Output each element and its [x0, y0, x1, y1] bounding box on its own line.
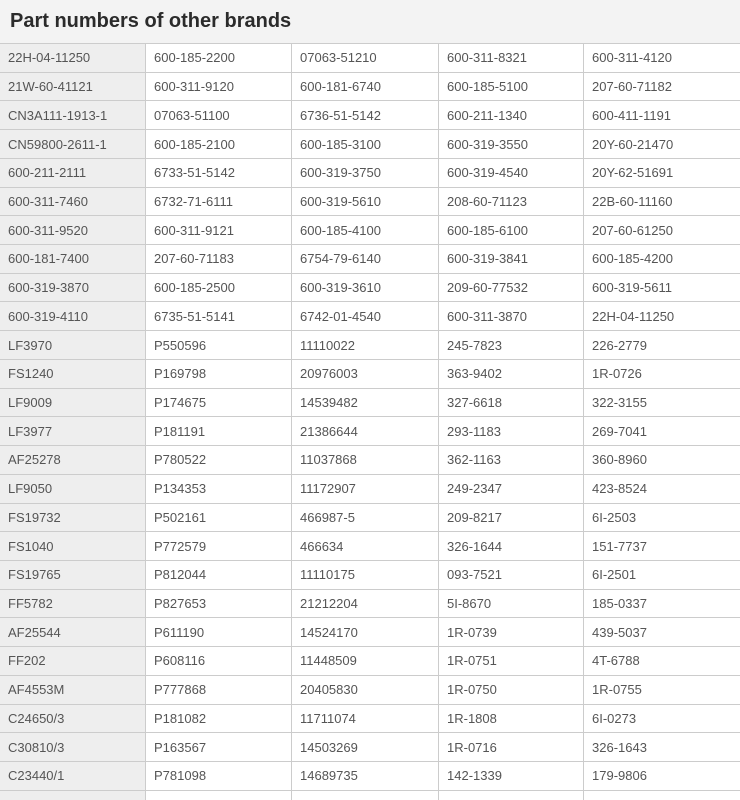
- row-header-cell: 600-311-9520: [0, 216, 146, 245]
- row-header-cell: AF25278: [0, 446, 146, 475]
- part-number-cell: 6733-51-5142: [146, 158, 292, 187]
- part-number-cell: 600-319-3841: [439, 245, 584, 274]
- part-number-cell: 249-2347: [439, 474, 584, 503]
- row-header-cell: FS1240: [0, 359, 146, 388]
- part-number-cell: 6754-79-6140: [292, 245, 439, 274]
- part-number-cell: P174675: [146, 388, 292, 417]
- part-number-cell: 14689735: [292, 761, 439, 790]
- part-number-cell: 14503269: [292, 733, 439, 762]
- table-row: [0, 503, 740, 532]
- row-header-cell: C30810/3: [0, 733, 146, 762]
- part-number-cell: [439, 790, 584, 800]
- part-number-cell: 6I-2503: [584, 503, 740, 532]
- table-row: [0, 44, 740, 73]
- part-number-cell: 207-60-61250: [584, 216, 740, 245]
- row-header-cell: FF5782: [0, 589, 146, 618]
- part-number-cell: 326-1644: [439, 532, 584, 561]
- row-header-cell: CN3A111-1913-1: [0, 101, 146, 130]
- part-number-cell: 600-185-6100: [439, 216, 584, 245]
- table-row: [0, 532, 740, 561]
- row-header-cell: AF25544: [0, 618, 146, 647]
- part-number-cell: 1R-0750: [439, 675, 584, 704]
- part-number-cell: [146, 790, 292, 800]
- part-number-cell: 600-319-3550: [439, 130, 584, 159]
- part-number-cell: 6I-0273: [584, 704, 740, 733]
- part-number-cell: 600-319-5610: [292, 187, 439, 216]
- part-number-cell: 21212204: [292, 589, 439, 618]
- part-number-cell: 600-411-1191: [584, 101, 740, 130]
- part-number-cell: P780522: [146, 446, 292, 475]
- table-row: [0, 446, 740, 475]
- row-header-cell: 600-181-7400: [0, 245, 146, 274]
- part-number-cell: 093-7521: [439, 560, 584, 589]
- part-number-cell: 1R-0716: [439, 733, 584, 762]
- part-number-cell: 1R-0726: [584, 359, 740, 388]
- table-row: [0, 101, 740, 130]
- part-number-cell: 20Y-60-21470: [584, 130, 740, 159]
- part-number-cell: P827653: [146, 589, 292, 618]
- table-row: [0, 618, 740, 647]
- part-number-cell: 14539482: [292, 388, 439, 417]
- row-header-cell: 600-319-4110: [0, 302, 146, 331]
- part-number-cell: [584, 790, 740, 800]
- part-number-cell: 269-7041: [584, 417, 740, 446]
- part-number-cell: 322-3155: [584, 388, 740, 417]
- part-number-cell: 600-311-4120: [584, 44, 740, 73]
- part-number-cell: 600-319-4540: [439, 158, 584, 187]
- row-header-cell: FS19732: [0, 503, 146, 532]
- part-number-cell: 423-8524: [584, 474, 740, 503]
- part-number-cell: 362-1163: [439, 446, 584, 475]
- row-header-cell: LF9050: [0, 474, 146, 503]
- part-number-cell: 600-185-2500: [146, 273, 292, 302]
- table-row: [0, 130, 740, 159]
- table-row: [0, 560, 740, 589]
- table-row: [0, 761, 740, 790]
- table-row: [0, 302, 740, 331]
- part-number-cell: 600-211-1340: [439, 101, 584, 130]
- part-number-cell: 207-60-71182: [584, 72, 740, 101]
- part-number-cell: 21386644: [292, 417, 439, 446]
- part-number-cell: 600-311-9120: [146, 72, 292, 101]
- part-number-cell: 6732-71-6111: [146, 187, 292, 216]
- row-header-cell: CN59800-2611-1: [0, 130, 146, 159]
- part-number-cell: 600-319-5611: [584, 273, 740, 302]
- part-number-cell: 11172907: [292, 474, 439, 503]
- part-number-cell: 07063-51210: [292, 44, 439, 73]
- part-number-cell: [292, 790, 439, 800]
- part-number-cell: 600-185-3100: [292, 130, 439, 159]
- part-number-cell: P608116: [146, 647, 292, 676]
- part-number-cell: P812044: [146, 560, 292, 589]
- page-title: Part numbers of other brands: [0, 0, 740, 43]
- part-number-cell: 6736-51-5142: [292, 101, 439, 130]
- part-number-cell: P781098: [146, 761, 292, 790]
- part-number-cell: 209-8217: [439, 503, 584, 532]
- part-number-cell: 600-185-4100: [292, 216, 439, 245]
- table-row: [0, 589, 740, 618]
- row-header-cell: FF202: [0, 647, 146, 676]
- part-number-cell: 6735-51-5141: [146, 302, 292, 331]
- part-number-cell: 151-7737: [584, 532, 740, 561]
- part-number-cell: P502161: [146, 503, 292, 532]
- row-header-cell: C23440/1: [0, 761, 146, 790]
- part-number-cell: 600-319-3750: [292, 158, 439, 187]
- row-header-cell: 21W-60-41121: [0, 72, 146, 101]
- part-number-cell: 11037868: [292, 446, 439, 475]
- part-number-cell: 22H-04-11250: [584, 302, 740, 331]
- part-number-cell: 293-1183: [439, 417, 584, 446]
- table-row: [0, 331, 740, 360]
- row-header-cell: 600-311-7460: [0, 187, 146, 216]
- table-row: [0, 359, 740, 388]
- part-number-cell: 466634: [292, 532, 439, 561]
- row-header-cell: 600-211-2111: [0, 158, 146, 187]
- row-header-cell: FS19765: [0, 560, 146, 589]
- part-number-cell: 600-181-6740: [292, 72, 439, 101]
- part-number-cell: 360-8960: [584, 446, 740, 475]
- part-number-cell: 1R-0751: [439, 647, 584, 676]
- part-number-cell: 07063-51100: [146, 101, 292, 130]
- table-row: [0, 245, 740, 274]
- part-number-cell: 14524170: [292, 618, 439, 647]
- table-row: [0, 647, 740, 676]
- part-number-cell: 11110022: [292, 331, 439, 360]
- part-number-cell: 600-319-3610: [292, 273, 439, 302]
- part-number-cell: 22B-60-11160: [584, 187, 740, 216]
- part-number-cell: 1R-1808: [439, 704, 584, 733]
- table-row: [0, 790, 740, 800]
- part-number-cell: 226-2779: [584, 331, 740, 360]
- row-header-cell: AF4553M: [0, 675, 146, 704]
- table-row: [0, 273, 740, 302]
- row-header-cell: 22H-04-11250: [0, 44, 146, 73]
- part-number-cell: 179-9806: [584, 761, 740, 790]
- part-number-cell: 5I-8670: [439, 589, 584, 618]
- part-number-cell: 11711074: [292, 704, 439, 733]
- table-row: [0, 675, 740, 704]
- part-number-cell: 327-6618: [439, 388, 584, 417]
- row-header-cell: LF3977: [0, 417, 146, 446]
- part-number-cell: 207-60-71183: [146, 245, 292, 274]
- parts-table-body: [0, 44, 740, 800]
- table-row: [0, 417, 740, 446]
- part-number-cell: 6I-2501: [584, 560, 740, 589]
- table-row: [0, 216, 740, 245]
- part-number-cell: 185-0337: [584, 589, 740, 618]
- part-number-cell: P163567: [146, 733, 292, 762]
- part-number-cell: 4T-6788: [584, 647, 740, 676]
- table-row: [0, 733, 740, 762]
- row-header-cell: C24650/3: [0, 704, 146, 733]
- part-number-cell: 6742-01-4540: [292, 302, 439, 331]
- part-number-cell: 600-311-8321: [439, 44, 584, 73]
- part-number-cell: 466987-5: [292, 503, 439, 532]
- part-number-cell: 1R-0739: [439, 618, 584, 647]
- row-header-cell: 600-319-3870: [0, 273, 146, 302]
- part-number-cell: P181191: [146, 417, 292, 446]
- row-header-cell: LF3970: [0, 331, 146, 360]
- part-number-cell: 142-1339: [439, 761, 584, 790]
- part-number-cell: 326-1643: [584, 733, 740, 762]
- part-number-cell: P772579: [146, 532, 292, 561]
- part-number-cell: 600-185-5100: [439, 72, 584, 101]
- part-number-cell: 600-185-4200: [584, 245, 740, 274]
- row-header-cell: [0, 790, 146, 800]
- part-number-cell: P134353: [146, 474, 292, 503]
- part-number-cell: 439-5037: [584, 618, 740, 647]
- part-number-cell: 600-185-2100: [146, 130, 292, 159]
- part-number-cell: 600-311-3870: [439, 302, 584, 331]
- part-number-cell: P181082: [146, 704, 292, 733]
- part-number-cell: 20Y-62-51691: [584, 158, 740, 187]
- part-number-cell: 363-9402: [439, 359, 584, 388]
- table-row: [0, 388, 740, 417]
- part-number-cell: 245-7823: [439, 331, 584, 360]
- table-row: [0, 72, 740, 101]
- table-row: [0, 704, 740, 733]
- part-number-cell: 20976003: [292, 359, 439, 388]
- row-header-cell: LF9009: [0, 388, 146, 417]
- part-number-cell: P550596: [146, 331, 292, 360]
- table-row: [0, 158, 740, 187]
- part-number-cell: 600-311-9121: [146, 216, 292, 245]
- part-number-cell: 209-60-77532: [439, 273, 584, 302]
- part-number-cell: P611190: [146, 618, 292, 647]
- part-number-cell: 600-185-2200: [146, 44, 292, 73]
- part-number-cell: 11110175: [292, 560, 439, 589]
- part-number-cell: 208-60-71123: [439, 187, 584, 216]
- table-row: [0, 474, 740, 503]
- table-row: [0, 187, 740, 216]
- row-header-cell: FS1040: [0, 532, 146, 561]
- part-number-cell: 1R-0755: [584, 675, 740, 704]
- part-number-cell: P169798: [146, 359, 292, 388]
- part-number-cell: P777868: [146, 675, 292, 704]
- part-number-cell: 20405830: [292, 675, 439, 704]
- part-number-cell: 11448509: [292, 647, 439, 676]
- part-numbers-table: [0, 43, 740, 800]
